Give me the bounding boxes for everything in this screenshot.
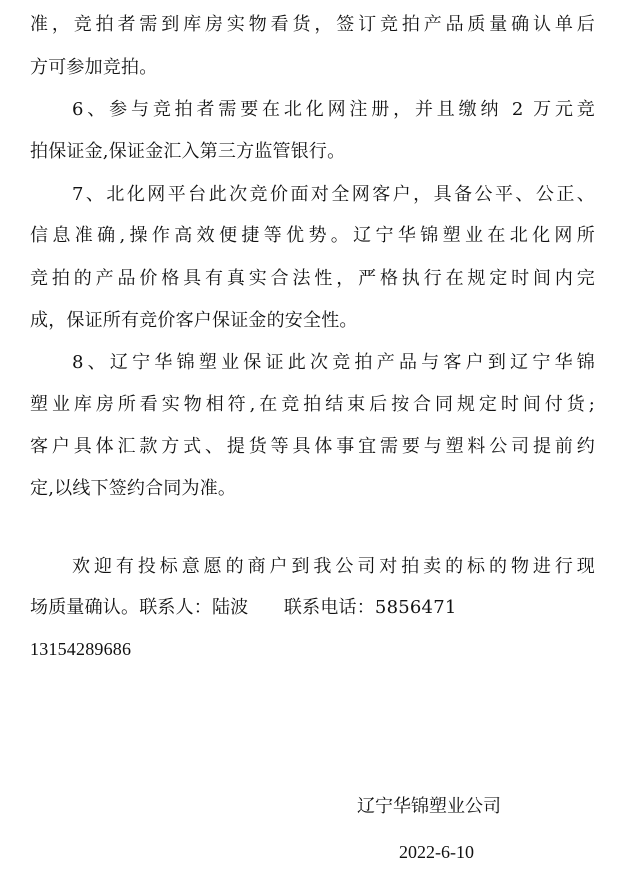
p6-line-1: 6、参与竞拍者需要在北化网注册，并且缴纳 2 万元竞 xyxy=(72,99,595,120)
p7-line-4: 成，保证所有竞价客户保证金的安全性。 xyxy=(30,310,358,331)
document-date: 2022-6-10 xyxy=(399,842,474,862)
p5-line-1: 准，竞拍者需到库房实物看货，签订竞拍产品质量确认单后 xyxy=(30,14,595,35)
phone-number: 13154289686 xyxy=(30,639,132,659)
p8-line-3: 客户具体汇款方式、提货等具体事宜需要与塑料公司提前约 xyxy=(30,436,595,457)
p7-line-1: 7、北化网平台此次竞价面对全网客户，具备公平、公正、 xyxy=(72,184,595,205)
company-signature: 辽宁华锦塑业公司 xyxy=(357,796,501,817)
p8-line-2: 塑业库房所看实物相符,在竞拍结束后按合同规定时间付货; xyxy=(30,394,595,415)
closing-line-2: 场质量确认。联系人：陆波 联系电话：5856471 xyxy=(30,597,457,618)
closing-line-1: 欢迎有投标意愿的商户到我公司对拍卖的标的物进行现 xyxy=(72,556,595,577)
p8-line-4: 定,以线下签约合同为准。 xyxy=(30,478,237,499)
p8-line-1: 8、辽宁华锦塑业保证此次竞拍产品与客户到辽宁华锦 xyxy=(72,352,595,373)
p5-line-2: 方可参加竞拍。 xyxy=(30,57,158,78)
p7-line-3: 竞拍的产品价格具有真实合法性，严格执行在规定时间内完 xyxy=(30,268,595,289)
p7-line-2: 信息准确,操作高效便捷等优势。辽宁华锦塑业在北化网所 xyxy=(30,225,595,246)
p6-line-2: 拍保证金,保证金汇入第三方监管银行。 xyxy=(30,141,346,162)
